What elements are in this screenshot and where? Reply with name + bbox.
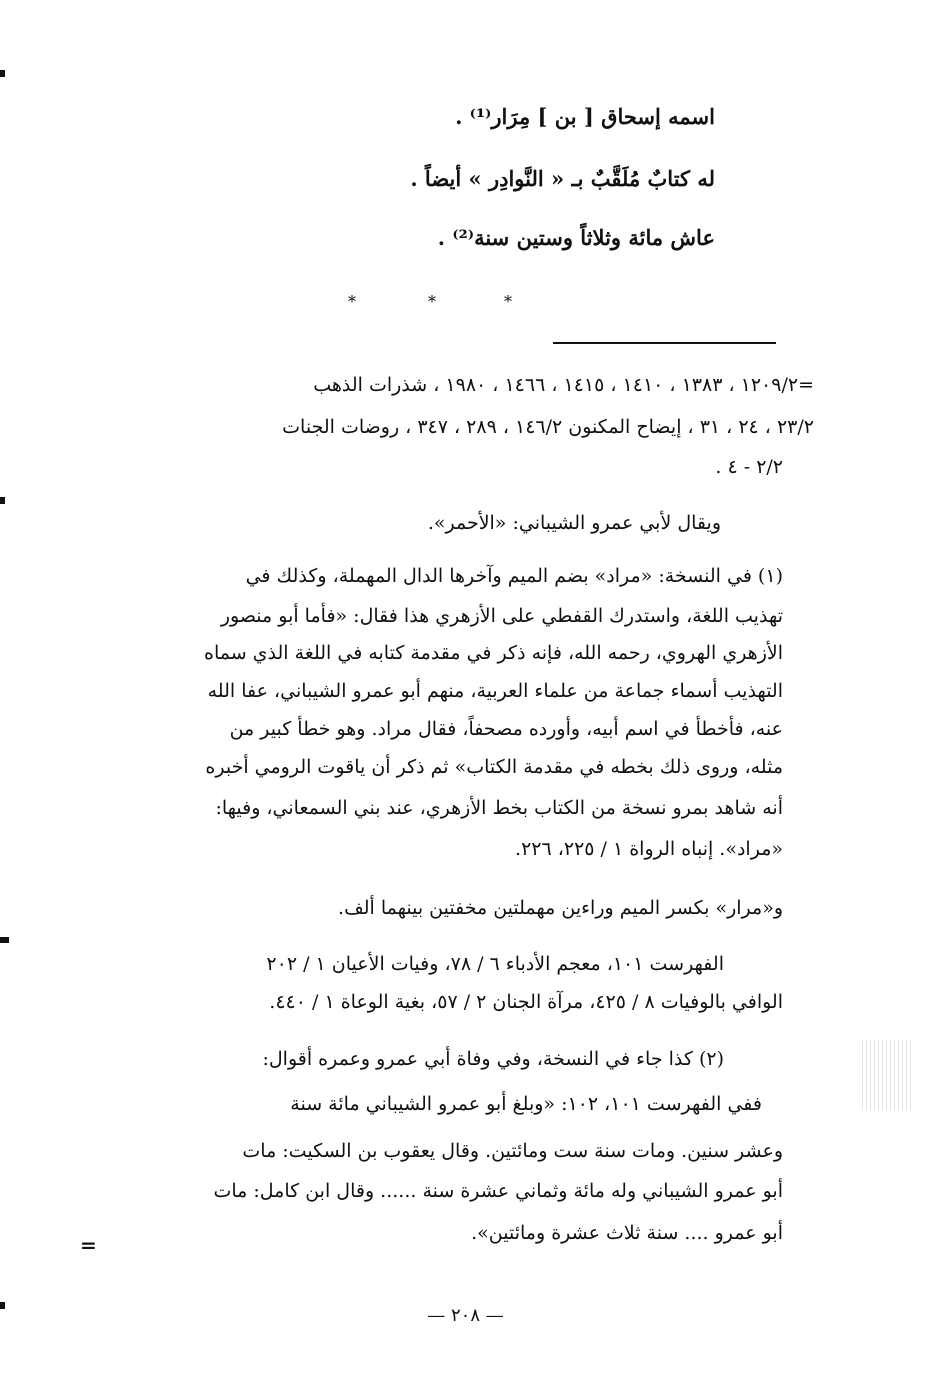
footnote-1-line: الأزهري الهروي، رحمه الله، فإنه ذكر في مقدمة كتابه في اللغة الذي سماه xyxy=(203,642,783,664)
footnote-2-line: وعشر سنين. ومات سنة ست ومائتين. وقال يعقوب بن السكيت: مات xyxy=(242,1140,783,1162)
footnote-1-line: أنه شاهد بمرو نسخة من الكتاب بخط الأزهري، عند بني السمعاني، وفيها: xyxy=(215,797,783,819)
footnote-1-vowel-note: و«مرار» بكسر الميم وراءين مهملتين مخفتين بينهما ألف. xyxy=(338,897,783,919)
scan-mark xyxy=(0,497,5,504)
continuation-mark: = xyxy=(80,1233,97,1257)
footnote-1-line: التهذيب أسماء جماعة من علماء العربية، منهم أبو عمرو الشيباني، عفا الله xyxy=(207,680,783,702)
main-line-book: له كتابٌ مُلَقَّبٌ بـ « النَّوادِر » أيضاً . xyxy=(410,166,715,191)
separator-star: * xyxy=(348,292,356,311)
main-line-age: عاش مائة وثلاثاً وستين سنة⁽²⁾ . xyxy=(437,225,715,250)
footnote-1-sources: الوافي بالوفيات ٨ / ٤٢٥، مرآة الجنان ٢ / ٥٧، بغية الوعاة ١ / ٤٤٠. xyxy=(269,991,783,1013)
scan-mark xyxy=(0,70,5,77)
ref-continued-line: ٢/٢ - ٤ . xyxy=(715,456,783,478)
separator-star: * xyxy=(428,292,436,311)
footnote-divider xyxy=(553,342,776,344)
footnote-2-line: أبو عمرو .... سنة ثلاث عشرة ومائتين». xyxy=(471,1222,783,1244)
footnote-1-line: عنه، فأخطأ في اسم أبيه، وأورده مصحفاً، فقال مراد. وهو خطأ كبير من xyxy=(229,718,783,740)
footnote-2-heading: (٢) كذا جاء في النسخة، وفي وفاة أبي عمرو وعمره أقوال: xyxy=(262,1048,724,1070)
footnote-1-line: تهذيب اللغة، واستدرك القفطي على الأزهري هذا فقال: «فأما أبو منصور xyxy=(220,605,783,627)
main-line-name: اسمه إسحاق [ بن ] مِرَار⁽¹⁾ . xyxy=(455,104,715,129)
alias-line: ويقال لأبي عمرو الشيباني: «الأحمر». xyxy=(427,512,721,534)
footnote-2-line: أبو عمرو الشيباني وله مائة وثماني عشرة سنة ...... وقال ابن كامل: مات xyxy=(213,1180,783,1202)
footnote-1-line: «مراد». إنباه الرواة ١ / ٢٢٥، ٢٢٦. xyxy=(515,838,783,860)
scan-mark xyxy=(0,937,9,943)
footnote-1-sources: الفهرست ١٠١، معجم الأدباء ٦ / ٧٨، وفيات الأعيان ١ / ٢٠٢ xyxy=(266,953,724,975)
section-separator xyxy=(330,292,530,316)
separator-star: * xyxy=(504,292,512,311)
scan-noise xyxy=(862,1040,912,1110)
footnote-1-line: مثله، وروى ذلك بخطه في مقدمة الكتاب» ثم ذكر أن ياقوت الرومي أخبره xyxy=(205,756,783,778)
ref-continued-line: ٢٣/٢ ، ٢٤ ، ٣١ ، إيضاح المكنون ١٤٦/٢ ، ٢٨٩ ، ٣٤٧ ، روضات الجنات xyxy=(282,416,814,438)
footnote-2-line: ففي الفهرست ١٠١، ١٠٢: «وبلغ أبو عمرو الشيباني مائة سنة xyxy=(290,1093,762,1115)
page-number: — ٢٠٨ — xyxy=(427,1305,504,1326)
footnote-1-line: (١) في النسخة: «مراد» بضم الميم وآخرها الدال المهملة، وكذلك في xyxy=(245,565,783,587)
ref-continued-line: =١٢٠٩/٢ ، ١٣٨٣ ، ١٤١٠ ، ١٤١٥ ، ١٤٦٦ ، ١٩٨٠ ، شذرات الذهب xyxy=(313,374,814,396)
